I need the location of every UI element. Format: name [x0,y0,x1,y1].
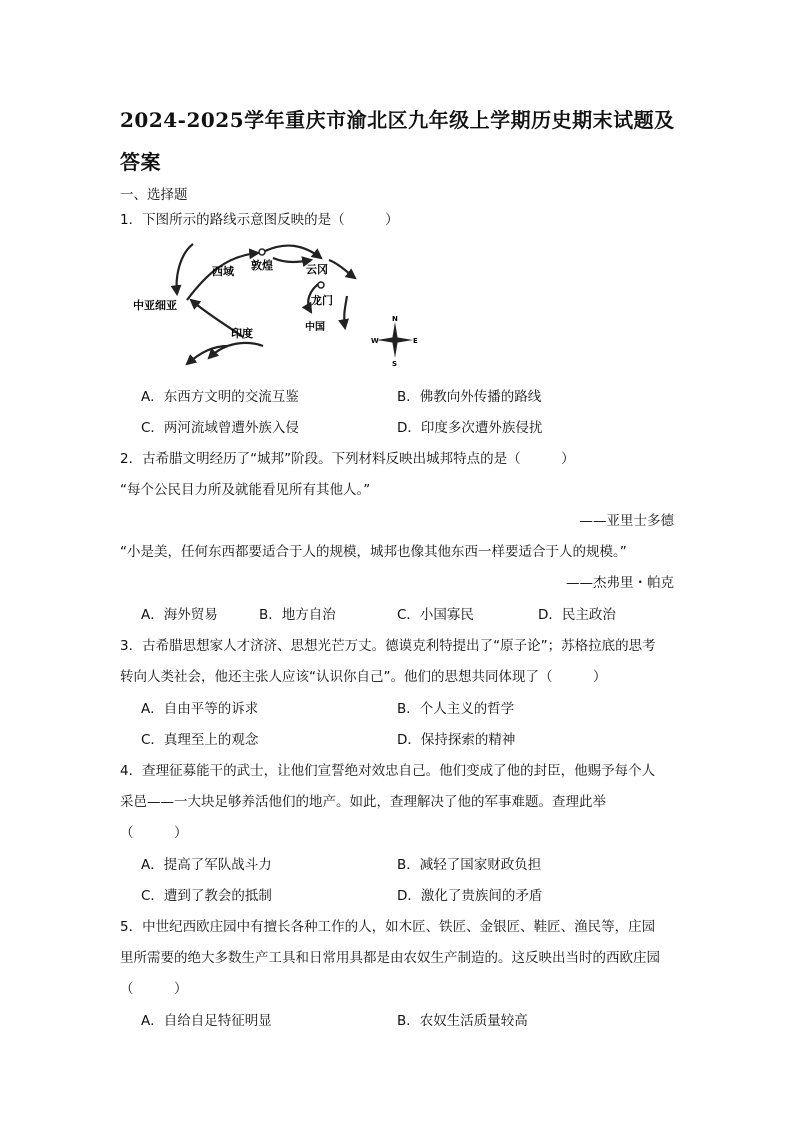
q4-stem-line2: 采邑——一大块足够养活他们的地产。如此，查理解决了他的军事难题。查理此举 [120,794,606,810]
q4-stem-line1: 4．查理征募能干的武士，让他们宣誓绝对效忠自己。他们变成了他的封臣，他赐予每个人 [120,763,656,779]
longmen-marker [318,282,324,288]
q3-stem-line1: 3．古希腊思想家人才济济、思想光芒万丈。德谟克利特提出了“原子论”；苏格拉底的思考 [120,638,656,654]
q4-option-c: C．遭到了教会的抵制 [141,888,272,904]
map-label-china: 中国 [305,322,325,333]
q2-stem: 2．古希腊文明经历了“城邦”阶段。下列材料反映出城邦特点的是（ ） [120,451,575,467]
map-label-yungang: 云冈 [306,263,328,276]
map-label-xiyu: 西域 [212,265,234,278]
q3-stem-line2: 转向人类社会，他还主张人应该“认识你自己”。他们的思想共同体现了（ ） [120,669,607,685]
route-arrow-dunhuang-to-yungang-1 [265,246,321,258]
q2-option-d: D．民主政治 [538,607,616,623]
q2-quote-2: “小是美，任何东西都要适合于人的规模，城邦也像其他东西一样要适合于人的规模。” [120,544,627,560]
q5-stem-line1: 5．中世纪西欧庄园中有擅长各种工作的人，如木匠、铁匠、金银匠、鞋匠、渔民等，庄园 [120,919,656,935]
q3-option-c: C．真理至上的观念 [141,732,259,748]
q1-route-map [125,236,430,371]
q2-quote-1: “每个公民目力所及就能看见所有其他人。” [120,482,371,498]
q3-option-a: A．自由平等的诉求 [141,701,259,717]
q2-option-b: B．地方自治 [259,607,336,623]
route-arrow-china-south [344,296,347,328]
route-arrow-yungang-east [329,260,355,278]
q5-option-a: A．自给自足特征明显 [141,1013,272,1029]
section-heading: 一、选择题 [120,187,188,203]
q5-option-b: B．农奴生活质量较高 [397,1013,528,1029]
route-arrow-dunhuang-to-yungang-2 [273,258,311,262]
q4-option-a: A．提高了军队战斗力 [141,857,272,873]
map-label-longmen: 龙门 [311,294,333,307]
q1-stem: 1．下图所示的路线示意图反映的是（ ） [120,212,399,228]
svg-text:E: E [413,337,418,345]
exam-title-line2: 答案 [120,150,161,174]
svg-text:S: S [392,360,398,368]
exam-title-line1: 2024-2025学年重庆市渝北区九年级上学期历史期末试题及 [120,108,675,132]
q5-stem-line2: 里所需要的绝大多数生产工具和日常用具都是由农奴生产制造的。这反映出当时的西欧庄园 [120,950,660,966]
compass-icon [371,315,418,368]
q1-option-c: C．两河流域曾遭外族入侵 [141,420,299,436]
map-label-dunhuang: 敦煌 [251,259,273,272]
q1-option-a: A．东西方文明的交流互鉴 [141,389,299,405]
route-arrow-west-upper [177,244,193,294]
dunhuang-marker [259,249,265,255]
q3-option-b: B．个人主义的哲学 [397,701,515,717]
map-label-central-asia: 中亚细亚 [133,299,177,312]
q4-option-b: B．减轻了国家财政负担 [397,857,542,873]
route-arrow-india-southwest-2 [209,343,263,358]
svg-text:W: W [371,337,379,345]
q2-source-1: ——亚里士多德 [579,513,674,529]
map-label-india: 印度 [231,327,253,340]
q2-source-2: ——杰弗里・帕克 [566,575,674,591]
q4-option-d: D．激化了贵族间的矛盾 [397,888,543,904]
q2-option-a: A．海外贸易 [141,607,218,623]
q4-stem-line3: （ ） [120,825,188,841]
q1-option-d: D．印度多次遭外族侵扰 [397,420,543,436]
svg-text:N: N [392,315,398,323]
q1-option-b: B．佛教向外传播的路线 [397,389,542,405]
q2-option-c: C．小国寡民 [397,607,474,623]
q3-option-d: D．保持探索的精神 [397,732,516,748]
q5-stem-line3: （ ） [120,981,188,997]
